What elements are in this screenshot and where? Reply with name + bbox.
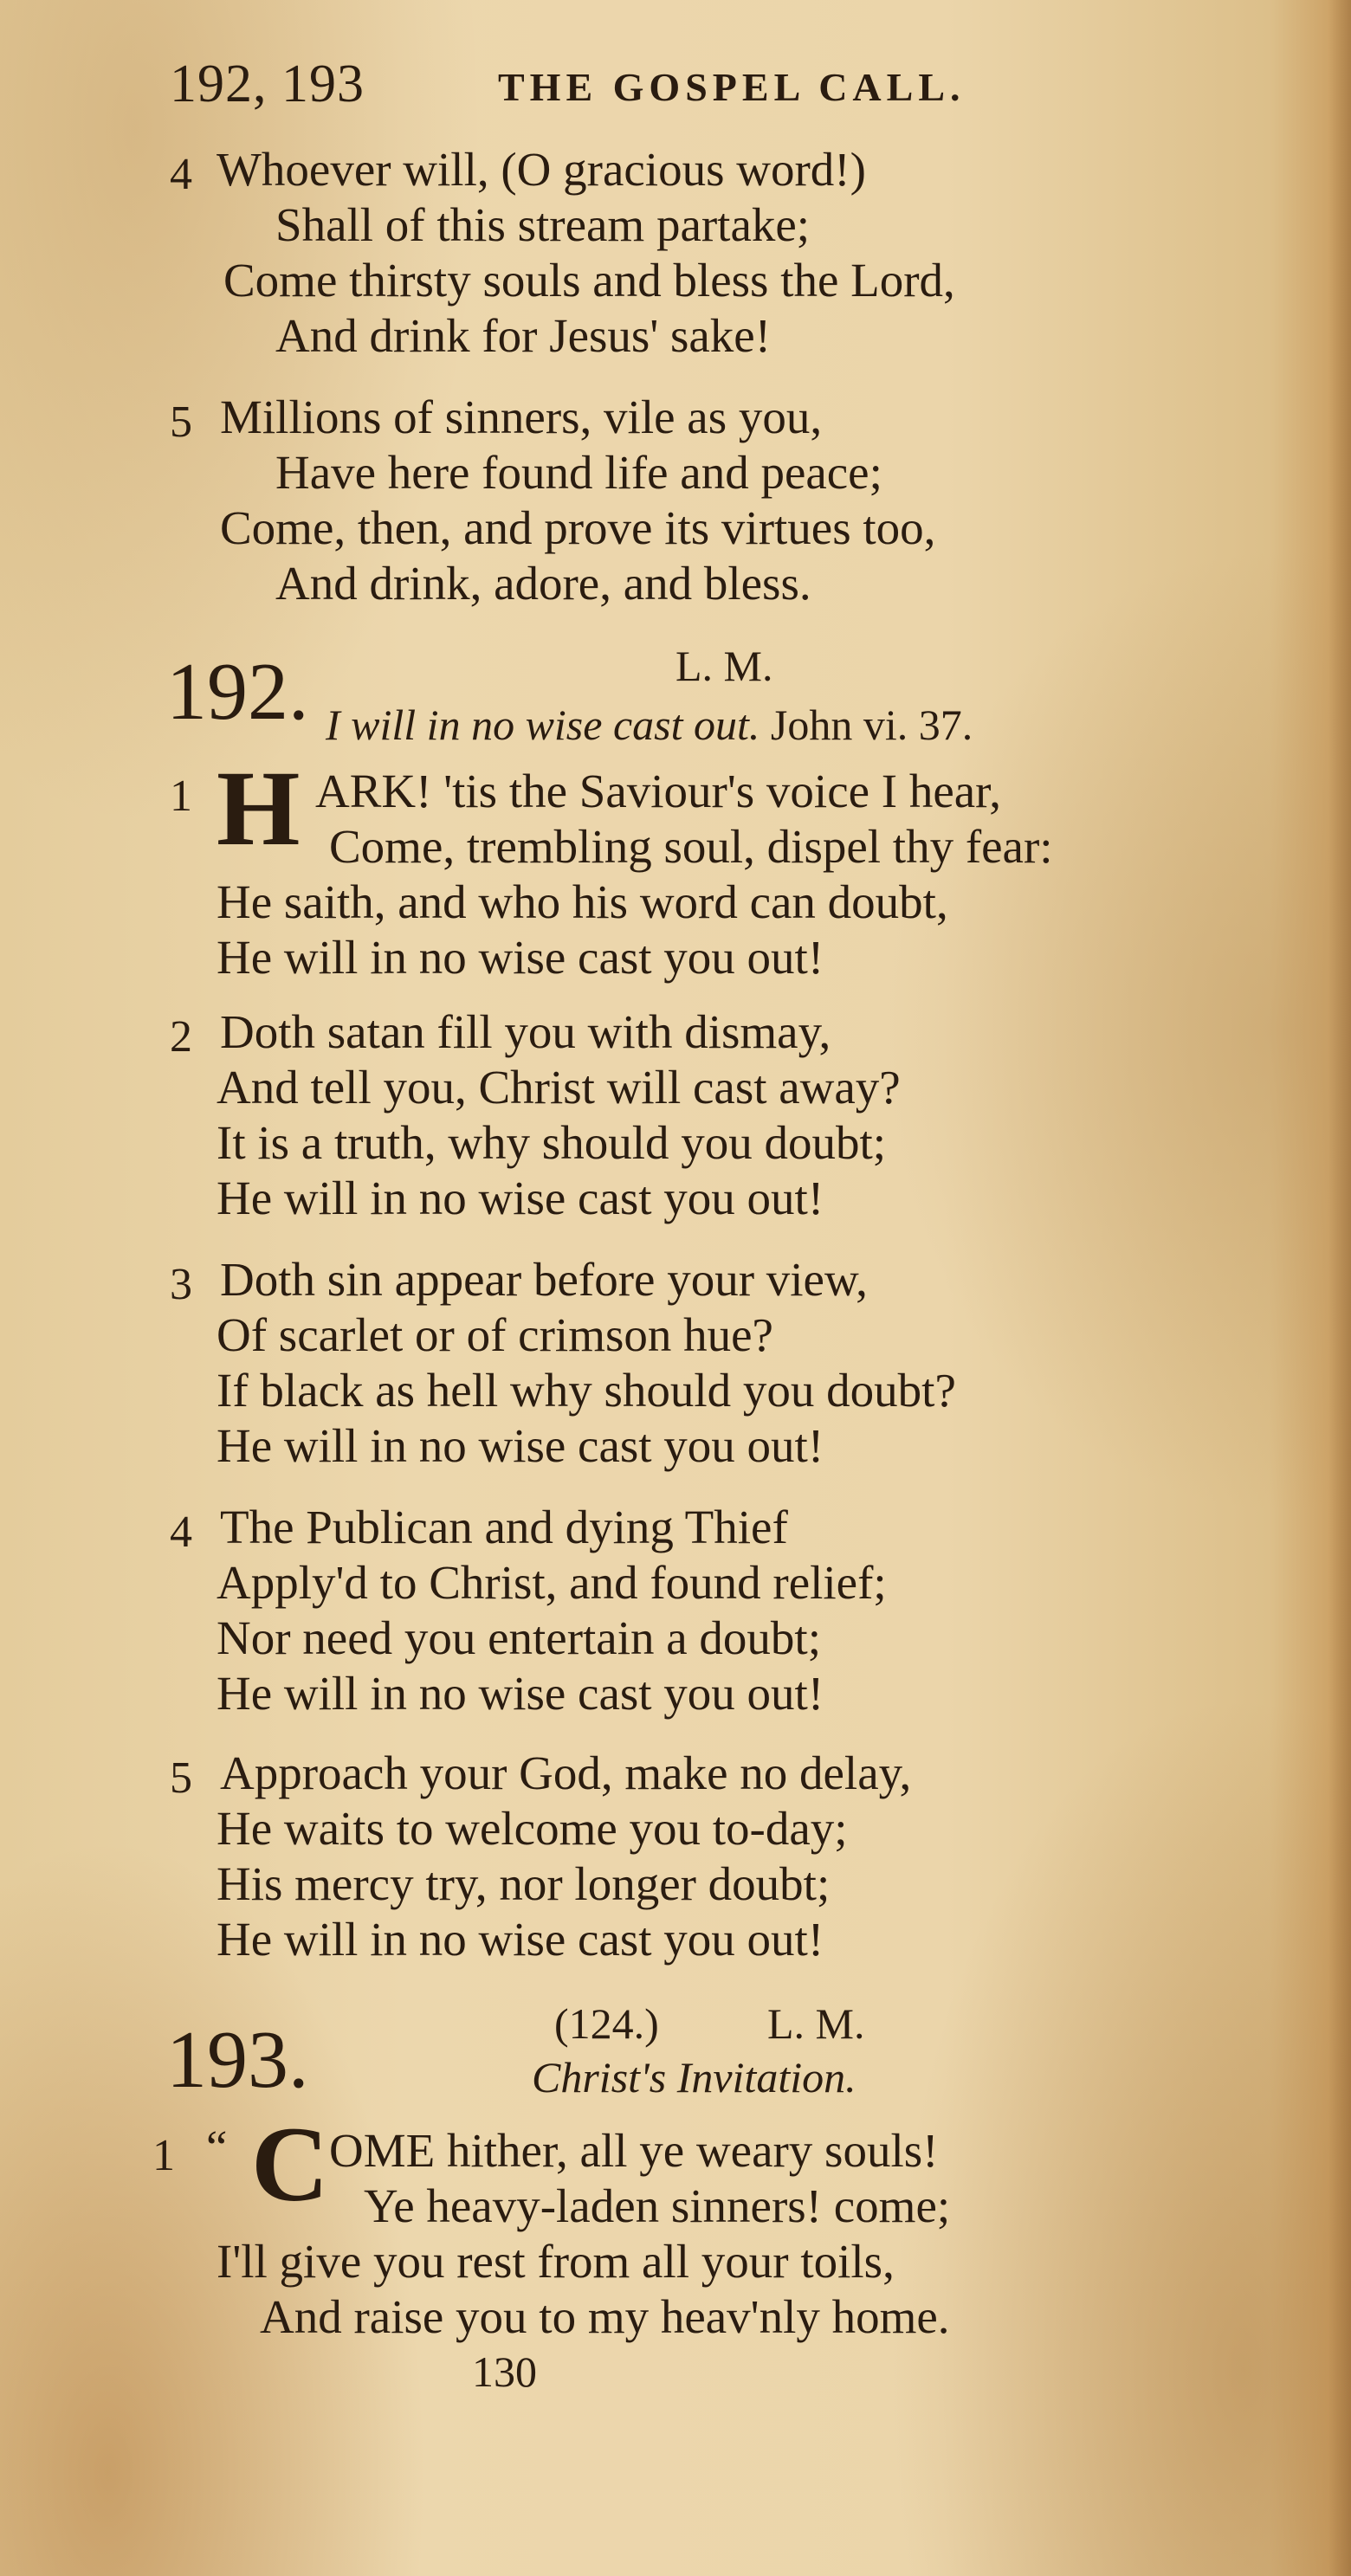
hymn-number: 193. bbox=[166, 2015, 309, 2105]
header-hymn-numbers: 192, 193 bbox=[170, 55, 365, 113]
verse-line: OME hither, all ye weary souls! bbox=[329, 2124, 939, 2177]
verse-line: Whoever will, (O gracious word!) bbox=[217, 143, 866, 196]
verse-number: 1 bbox=[152, 2131, 175, 2180]
verse-line: He will in no wise cast you out! bbox=[217, 1172, 824, 1224]
verse-line: Nor need you entertain a doubt; bbox=[217, 1611, 821, 1664]
verse-line: He will in no wise cast you out! bbox=[217, 1913, 824, 1966]
verse-number: 1 bbox=[170, 772, 192, 821]
hymn-meter: L. M. bbox=[676, 642, 773, 690]
verse-line: And raise you to my heav'nly home. bbox=[260, 2290, 950, 2343]
verse-line: Come thirsty souls and bless the Lord, bbox=[223, 254, 955, 307]
header-title: THE GOSPEL CALL. bbox=[498, 65, 966, 109]
verse-line: He saith, and who his word can doubt, bbox=[217, 875, 948, 928]
page-number: 130 bbox=[472, 2347, 537, 2396]
verse-line: Have here found life and peace; bbox=[275, 446, 882, 499]
verse-line: And tell you, Christ will cast away? bbox=[217, 1061, 901, 1114]
hymn-number: 192. bbox=[166, 647, 309, 737]
drop-cap-letter: C bbox=[251, 2105, 329, 2224]
hymn-meter: L. M. bbox=[767, 1999, 865, 2048]
verse-line: Approach your God, make no delay, bbox=[220, 1746, 912, 1799]
verse-number: 2 bbox=[170, 1012, 192, 1062]
hymn-subtitle: Christ's Invitation. bbox=[532, 2053, 856, 2101]
verse-line: His mercy try, nor longer doubt; bbox=[217, 1857, 831, 1910]
drop-cap-letter: H bbox=[217, 749, 301, 868]
hymn-reference: (124.) bbox=[554, 1999, 659, 2048]
verse-line: He will in no wise cast you out! bbox=[217, 1419, 824, 1472]
verse-line: Ye heavy-laden sinners! come; bbox=[364, 2179, 951, 2232]
verse-line: If black as hell why should you doubt? bbox=[217, 1364, 956, 1417]
hymn-subtitle-text: I will in no wise cast out. bbox=[326, 700, 760, 749]
verse-line: The Publican and dying Thief bbox=[220, 1501, 788, 1553]
verse-line: Doth satan fill you with dismay, bbox=[220, 1005, 831, 1058]
verse-number: 4 bbox=[170, 1508, 192, 1557]
open-quote: “ bbox=[206, 2121, 228, 2173]
verse-line: I'll give you rest from all your toils, bbox=[217, 2235, 895, 2288]
verse-number: 4 bbox=[170, 150, 192, 199]
verse-line: Come, then, and prove its virtues too, bbox=[220, 501, 936, 554]
verse-number: 5 bbox=[170, 1753, 192, 1803]
verse-line: Millions of sinners, vile as you, bbox=[220, 391, 823, 443]
verse-line: Apply'd to Christ, and found relief; bbox=[217, 1556, 887, 1609]
verse-line: He waits to welcome you to-day; bbox=[217, 1802, 848, 1855]
verse-line: Shall of this stream partake; bbox=[275, 198, 811, 251]
verse-line: Doth sin appear before your view, bbox=[220, 1253, 868, 1306]
verse-line: He will in no wise cast you out! bbox=[217, 931, 824, 984]
page-edge-shadow bbox=[1328, 0, 1351, 2576]
verse-line: ARK! 'tis the Saviour's voice I hear, bbox=[315, 765, 1002, 817]
verse-line: And drink for Jesus' sake! bbox=[275, 309, 772, 362]
verse-line: Of scarlet or of crimson hue? bbox=[217, 1308, 773, 1361]
verse-number: 5 bbox=[170, 397, 192, 447]
verse-number: 3 bbox=[170, 1260, 192, 1309]
verse-line: Come, trembling soul, dispel thy fear: bbox=[329, 820, 1053, 873]
verse-line: And drink, adore, and bless. bbox=[275, 557, 811, 610]
scripture-reference: John vi. 37. bbox=[770, 700, 973, 749]
verse-line: It is a truth, why should you doubt; bbox=[217, 1116, 887, 1169]
hymn-subtitle bbox=[326, 700, 973, 750]
verse-line: He will in no wise cast you out! bbox=[217, 1667, 824, 1720]
